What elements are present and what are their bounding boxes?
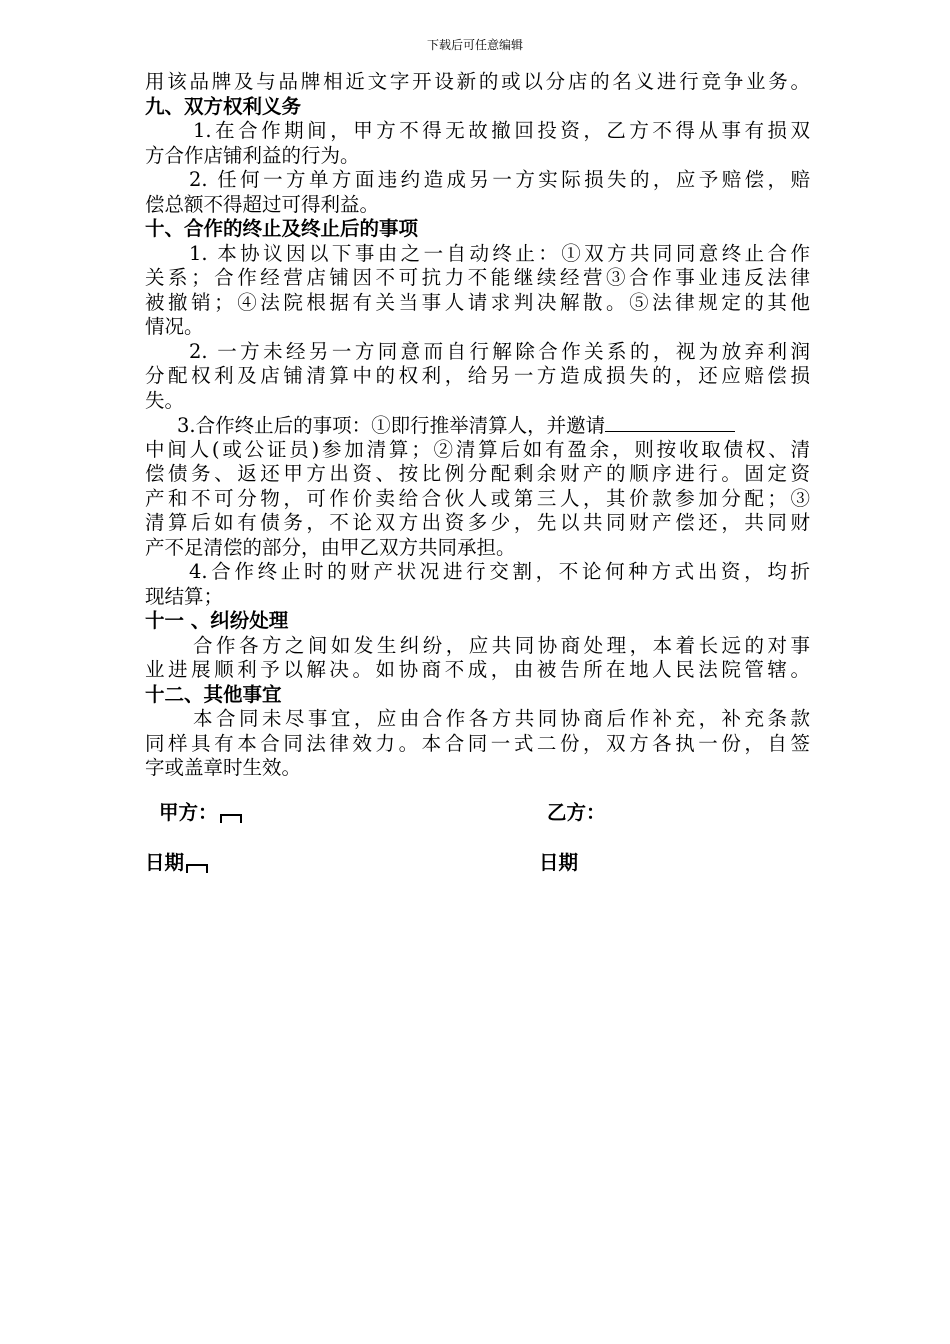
paragraph-line xyxy=(145,340,810,365)
paragraph-line xyxy=(145,193,810,218)
section-heading xyxy=(145,683,810,708)
line-text: 合作各方之间如发生纠纷，应共同协商处理，本着长远的对事 xyxy=(193,633,810,657)
line-text: 中间人(或公证员)参加清算；②清算后如有盈余，则按收取债权、清 xyxy=(145,437,810,461)
line-text: 1.在合作期间，甲方不得无故撤回投资，乙方不得从事有损双 xyxy=(193,119,810,142)
party-a-signature xyxy=(159,797,242,825)
line-text: 被撤销；④法院根据有关当事人请求判决解散。⑤法律规定的其他 xyxy=(145,290,810,314)
paragraph-line xyxy=(145,732,810,757)
line-text: 分配权利及店铺清算中的权利，给另一方造成损失的，还应赔偿损 xyxy=(145,364,810,387)
line-text: 十、合作的终止及终止后的事项 xyxy=(145,217,419,240)
paragraph-line xyxy=(145,144,810,169)
section-heading xyxy=(145,609,810,634)
paragraph-line xyxy=(145,511,810,536)
paragraph-line xyxy=(145,438,810,463)
line-text: 用该品牌及与品牌相近文字开设新的或以分店的名义进行竞争业务。 xyxy=(145,70,810,93)
page-header: 下载后可任意编辑 xyxy=(426,38,523,52)
paragraph-line xyxy=(145,389,810,414)
paragraph-line xyxy=(145,707,810,732)
paragraph-line xyxy=(145,658,810,683)
line-text: 情况。 xyxy=(145,315,204,338)
section-heading xyxy=(145,95,810,120)
signature-mark xyxy=(220,814,242,823)
line-text: 1. 本协议因以下事由之一自动终止：①双方共同同意终止合作 xyxy=(189,241,810,265)
line-text: 2. 任何一方单方面违约造成另一方实际损失的，应予赔偿，赔 xyxy=(189,168,810,191)
paragraph-line xyxy=(145,242,810,267)
line-text: 业进展顺利予以解决。如协商不成，由被告所在地人民法院管辖。 xyxy=(145,658,810,681)
paragraph-line xyxy=(145,291,810,316)
date-b-label: 日期 xyxy=(539,851,579,874)
line-text: 清算后如有债务，不论双方出资多少，先以共同财产偿还，共同财 xyxy=(145,511,810,534)
paragraph-line xyxy=(145,560,810,585)
paragraph-line xyxy=(145,266,810,291)
line-text: 本合同未尽事宜，应由合作各方共同协商后作补充，补充条款 xyxy=(193,707,810,730)
line-text: 产和不可分物，可作价卖给合伙人或第三人，其价款参加分配；③ xyxy=(145,486,810,510)
paragraph-line xyxy=(145,462,810,487)
paragraph-line xyxy=(145,168,810,193)
line-text: 十二、其他事宜 xyxy=(145,682,282,706)
paragraph-line xyxy=(145,119,810,144)
line-text: 同样具有本合同法律效力。本合同一式二份，双方各执一份，自签 xyxy=(145,731,810,755)
paragraph-line xyxy=(145,756,810,781)
paragraph-line xyxy=(145,487,810,512)
paragraph-line xyxy=(145,315,810,340)
fill-in-blank xyxy=(605,413,735,432)
line-text: 失。 xyxy=(145,388,185,412)
paragraph-line xyxy=(145,536,810,561)
date-mark xyxy=(186,864,208,873)
line-text: 关系；合作经营店铺因不可抗力不能继续经营③合作事业违反法律 xyxy=(145,266,810,289)
section-heading xyxy=(145,217,810,242)
line-text: 产不足清偿的部分，由甲乙双方共同承担。 xyxy=(145,535,516,559)
line-text: 偿总额不得超过可得利益。 xyxy=(145,192,380,216)
paragraph-line xyxy=(145,634,810,659)
contract-body xyxy=(145,70,810,781)
line-text: 偿债务、返还甲方出资、按比例分配剩余财产的顺序进行。固定资 xyxy=(145,462,810,485)
paragraph-line xyxy=(145,585,810,610)
date-a-label: 日期 xyxy=(145,851,185,874)
paragraph-line xyxy=(145,70,810,95)
line-text: 现结算； xyxy=(145,584,224,608)
line-text: 九、双方权利义务 xyxy=(145,94,302,118)
line-text: 2. 一方未经另一方同意而自行解除合作关系的，视为放弃利润 xyxy=(189,339,810,363)
line-text: 方合作店铺利益的行为。 xyxy=(145,143,360,167)
paragraph-line xyxy=(145,364,810,389)
line-text: 3.合作终止后的事项：①即行推举清算人，并邀请 xyxy=(177,414,606,437)
paragraph-line xyxy=(145,413,810,438)
line-text: 十一 、纠纷处理 xyxy=(145,609,289,632)
line-text: 4.合作终止时的财产状况进行交割，不论何种方式出资，均折 xyxy=(189,560,810,583)
party-a-date xyxy=(145,847,208,875)
line-text: 字或盖章时生效。 xyxy=(145,756,302,779)
party-a-label: 甲方： xyxy=(159,801,218,824)
party-b-label: 乙方： xyxy=(547,801,606,824)
